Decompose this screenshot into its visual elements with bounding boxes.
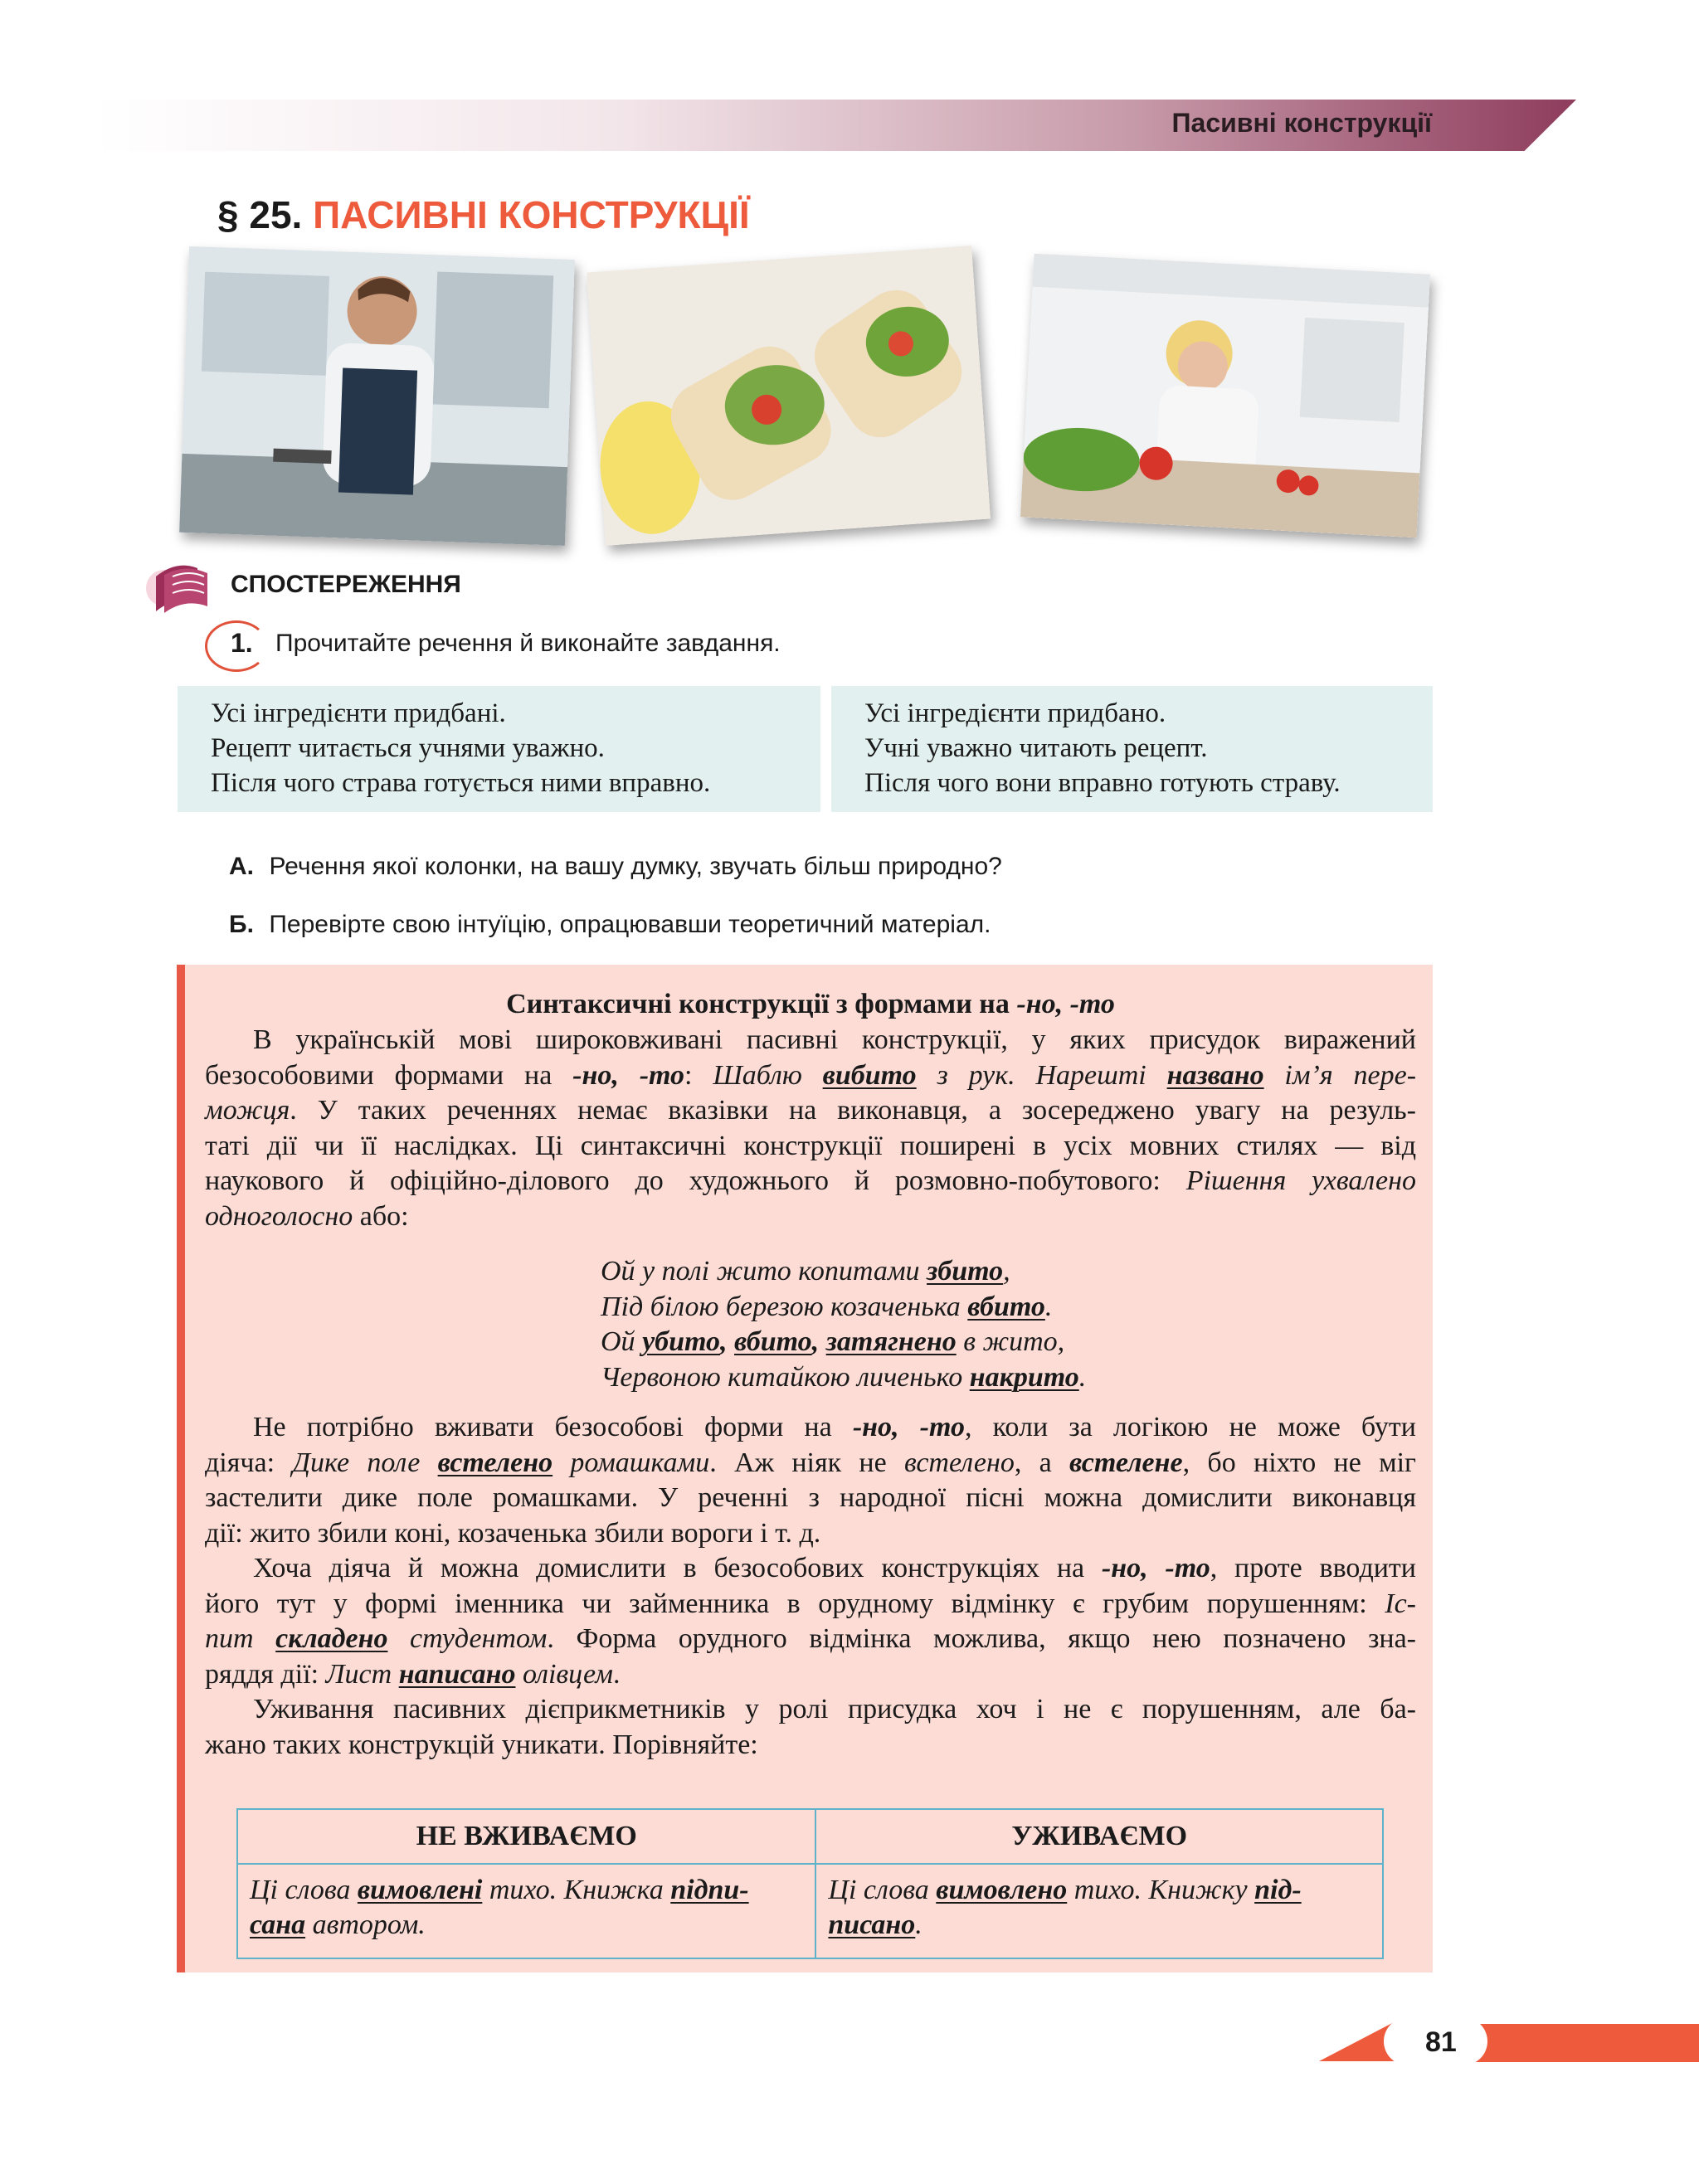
task-number: 1. <box>231 628 253 658</box>
question-label: Б. <box>229 911 254 938</box>
comparison-table <box>236 1808 1384 1959</box>
folk-song-quote: Ой у полі жито копитами збито, Під білою березою козаченька вбито. Ой убито, вбито, затягнено в жито, Червоною китайкою личенько накрито. <box>601 1256 1087 1393</box>
sentences-left-box <box>178 686 820 812</box>
page-number: 81 <box>1425 2026 1457 2058</box>
question-text: Перевірте свою інтуїцію, опрацювавши теоретичний матеріал. <box>269 911 991 938</box>
sentence: Усі інгредієнти придбано. <box>864 698 1166 728</box>
sentence: Учні уважно читають рецепт. <box>864 733 1208 763</box>
section-title <box>217 192 750 237</box>
table-header: УЖИВАЄМО <box>815 1809 1383 1864</box>
sentence: Після чого страва готується ними вправно. <box>211 768 711 798</box>
running-header-title: Пасивні конструкції <box>1171 108 1432 138</box>
theory-paragraph-2: Не потрібно вживати безособові форми на -но, -то, коли за логікою не може бути діяча: Дике поле встелено ромашками. Аж ніяк не встелено, а встелене, бо ніхто не міг застелити дике поле ромашками. У реченні з народної пісні можна домислити виконавця дії: жито збили коні, козаченька збили вороги і т. д. Хоча діяча й можна домислити в безособових конструкціях на -но, -то, проте вводити його тут у формі іменника чи займенника в орудному відмінку є грубим порушенням: Іс- пит складено студентом. Форма орудного відмінка можлива, якщо нею позначено зна- ряддя дії: Лист написано олівцем. Уживання пасивних дієприкметників у ролі присудка хоч і не є порушенням, але ба- жано таких конструкцій уникати. Порівняйте: <box>205 1412 1416 1760</box>
theory-title: Синтаксичні конструкції з формами на -но, -то <box>506 989 1115 1019</box>
question-a <box>229 853 1002 881</box>
question-text: Речення якої колонки, на вашу думку, звучать більш природно? <box>269 853 1002 880</box>
sentences-right-box <box>831 686 1433 812</box>
question-b <box>229 911 991 939</box>
question-label: А. <box>229 853 254 880</box>
sentence: Рецепт читається учнями уважно. <box>211 733 605 763</box>
table-cell: Ці слова вимовлені тихо. Книжка підпи- сана автором. <box>237 1864 815 1958</box>
table-header: НЕ ВЖИВАЄМО <box>237 1809 815 1864</box>
sentence: Після чого вони вправно готують страву. <box>864 768 1341 798</box>
photo-man-cooking <box>179 246 575 546</box>
photo-wraps <box>587 246 991 546</box>
theory-paragraph-1: В українській мові широковживані пасивні конструкції, у яких присудок виражений безособовими формами на -но, -то: Шаблю вибито з рук. Нарешті названо ім’я пере- можця. У таких реченнях немає вказівки на виконавця, а зосереджено увагу на резуль- таті дії чи її наслідках. Ці синтаксичні конструкції поширені в усіх мовних стилях — від наукового й офіційно-ділового до художнього й розмовно-побутового: Рішення ухвалено одноголосно або: <box>205 1024 1417 1232</box>
task-instruction: Прочитайте речення й виконайте завдання. <box>275 630 781 657</box>
photo-woman-cooking <box>1020 254 1430 538</box>
table-row <box>237 1864 1383 1958</box>
footer-accent-right <box>1473 2024 1699 2062</box>
section-number: § 25. <box>217 193 303 236</box>
section-name: ПАСИВНІ КОНСТРУКЦІЇ <box>313 193 750 236</box>
sentence: Усі інгредієнти придбані. <box>211 698 506 728</box>
table-cell: Ці слова вимовлено тихо. Книжку під- писано. <box>815 1864 1383 1958</box>
observation-title: СПОСТЕРЕЖЕННЯ <box>231 571 461 598</box>
observation-book-icon <box>139 552 219 621</box>
